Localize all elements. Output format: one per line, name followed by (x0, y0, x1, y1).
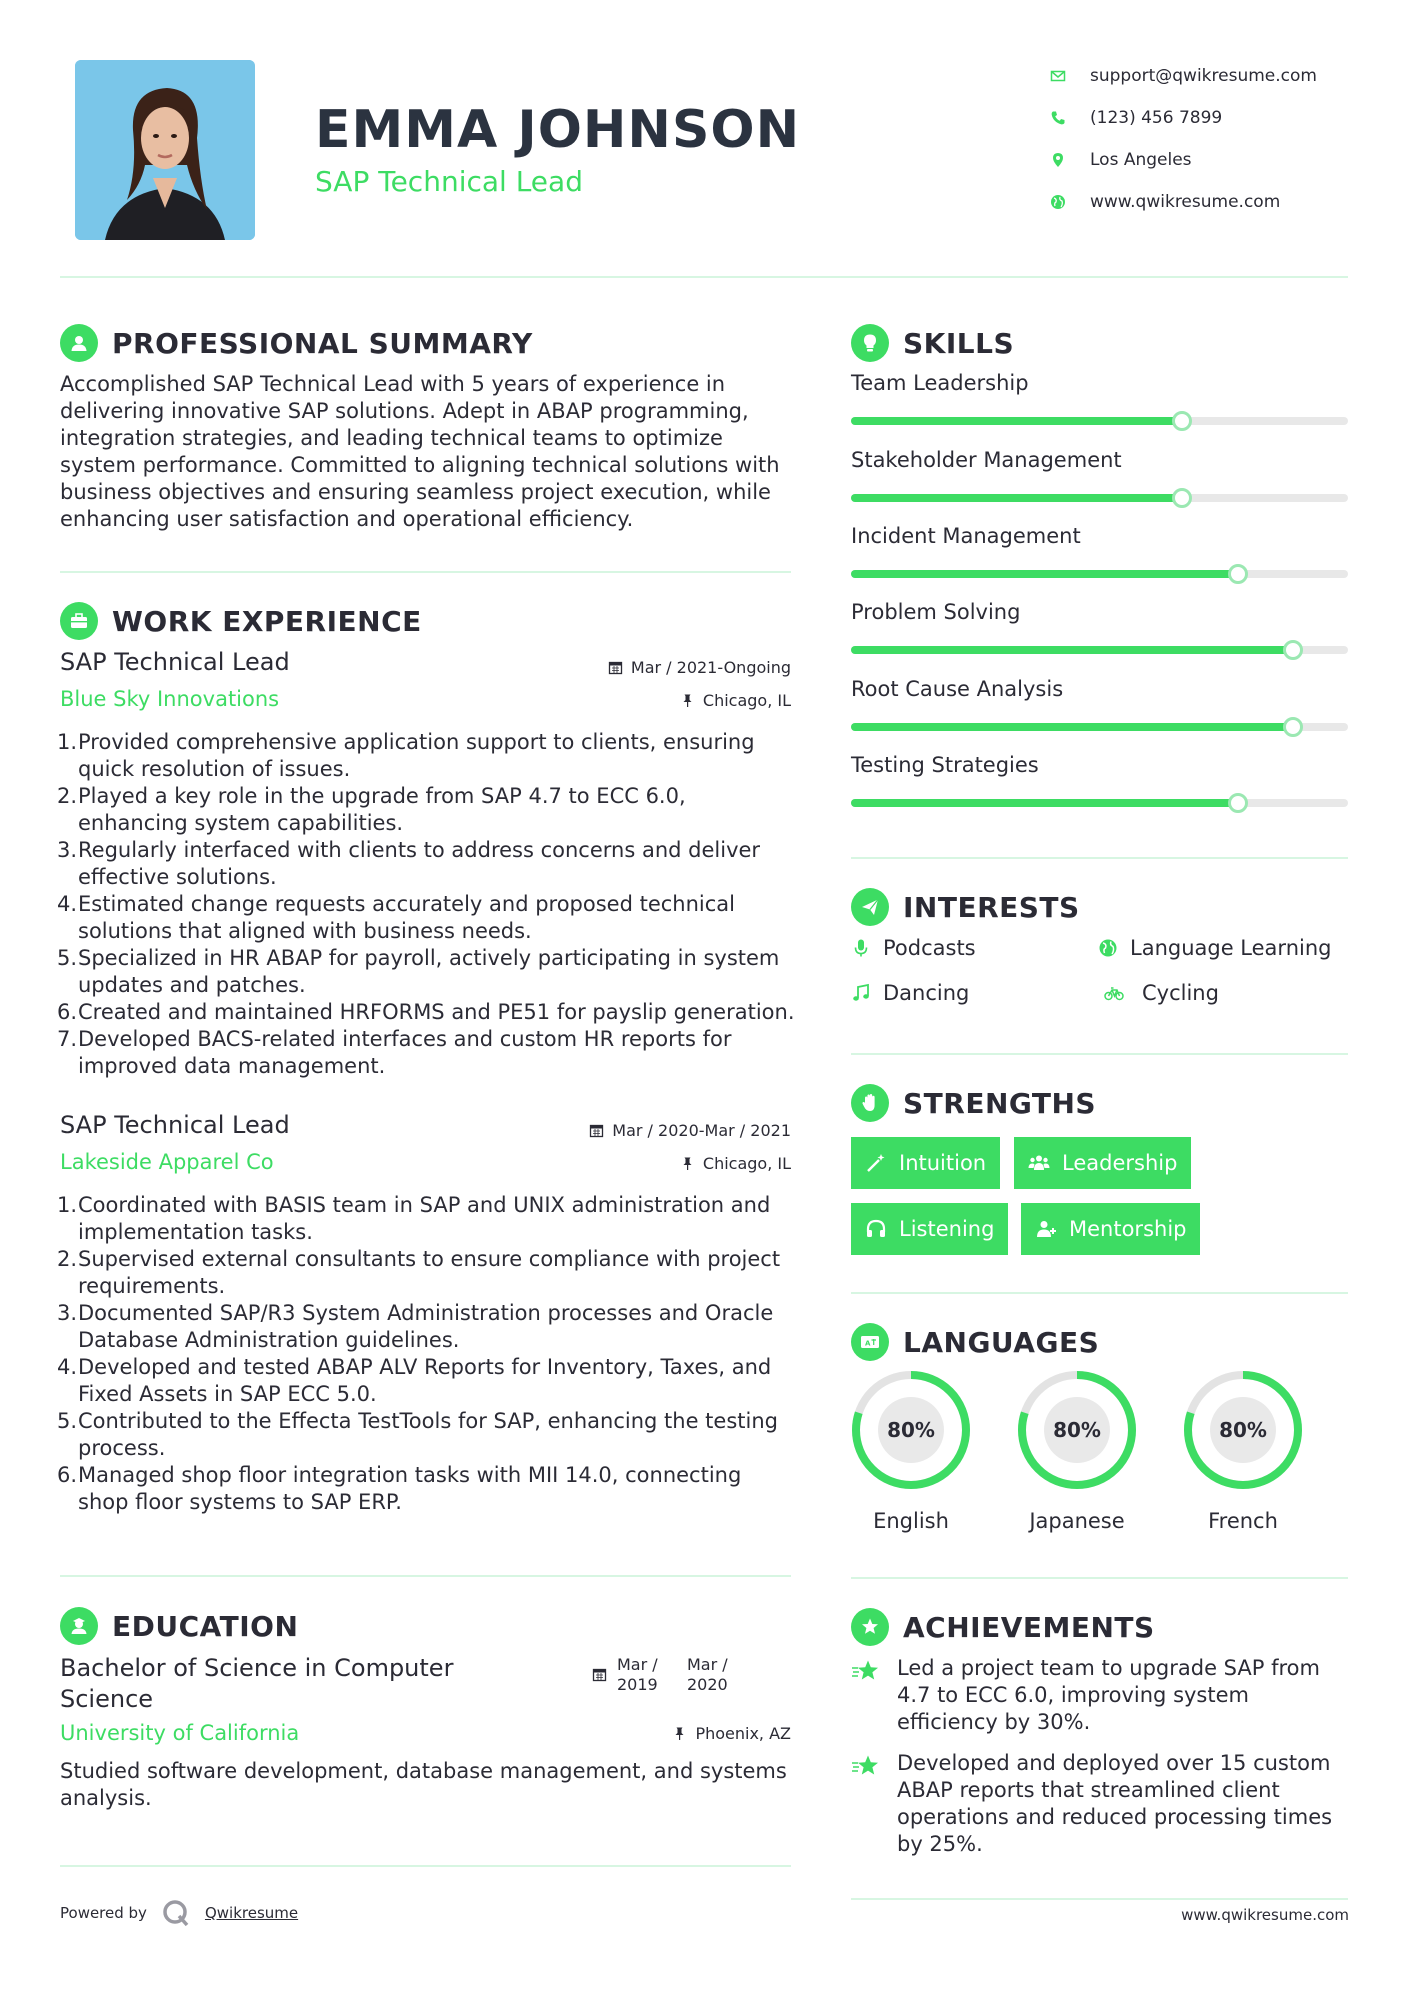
list-item: 6. Created and maintained HRFORMS and PE51 for payslip generation. (57, 1000, 795, 1024)
achievement-item (851, 1750, 1348, 1858)
headphones-icon (865, 1218, 887, 1240)
skill-knob (1283, 640, 1303, 660)
skill-item (851, 753, 1348, 807)
list-item: 6. Managed shop floor integration tasks with MII 14.0, connecting shop floor systems to SAP ERP. (57, 1463, 742, 1514)
summary-heading (60, 324, 533, 362)
education-title: EDUCATION (112, 1609, 299, 1643)
music-note-icon (851, 983, 871, 1003)
candidate-title: SAP Technical Lead (315, 165, 583, 198)
job-1-title: SAP Technical Lead (60, 648, 290, 676)
achievements-title: ACHIEVEMENTS (903, 1610, 1155, 1644)
list-item: 4. Developed and tested ABAP ALV Reports for Inventory, Taxes, and Fixed Assets in SAP ECC 5.0. (57, 1355, 772, 1406)
achievements-divider (851, 1898, 1348, 1900)
interest-cycling: Cycling (1098, 981, 1219, 1005)
pin-icon (680, 1156, 695, 1171)
education-description: Studied software development, database management, and systems analysis. (60, 1759, 787, 1810)
language-percent: 80% (887, 1418, 935, 1442)
contact-phone-text: (123) 456 7899 (1090, 108, 1223, 128)
job-2-title: SAP Technical Lead (60, 1111, 290, 1139)
skill-item (851, 600, 1348, 654)
contact-location (1050, 139, 1380, 181)
education-heading (60, 1607, 298, 1645)
skill-label: Stakeholder Management (851, 448, 1122, 472)
skill-label: Incident Management (851, 524, 1081, 548)
job-1-date: Mar / 2021-Ongoing (540, 658, 791, 677)
skills-heading (851, 324, 1014, 362)
list-item: 1. Coordinated with BASIS team in SAP and UNIX administration and implementation tasks. (57, 1193, 771, 1244)
language-label: English (873, 1509, 949, 1533)
education-degree: Bachelor of Science in Computer Science (60, 1654, 454, 1713)
language-percent: 80% (1053, 1418, 1101, 1442)
summary-divider (60, 571, 791, 573)
job-2-location: Chicago, IL (540, 1154, 791, 1173)
contact-location-text: Los Angeles (1090, 150, 1192, 170)
language-gauge (1016, 1369, 1138, 1491)
skill-item (851, 371, 1348, 425)
footer-brand-link[interactable]: Qwikresume (204, 1904, 299, 1922)
bicycle-icon (1098, 983, 1130, 1003)
language-icon (859, 1331, 881, 1353)
list-item: 2. Supervised external consultants to ensure compliance with project requirements. (57, 1247, 781, 1298)
language-label: French (1208, 1509, 1278, 1533)
skill-fill (851, 646, 1293, 654)
skill-track (851, 417, 1348, 425)
achievement-text: Developed and deployed over 15 custom ABAP reports that streamlined client operations and reduced processing times by 25%. (897, 1751, 1333, 1856)
pin-icon (680, 693, 695, 708)
globe-icon (1098, 938, 1118, 958)
skill-item (851, 524, 1348, 578)
education-start-month: Mar / (617, 1655, 658, 1674)
hand-icon (859, 1092, 881, 1114)
job-1-location: Chicago, IL (540, 691, 791, 710)
globe-icon (1050, 194, 1066, 210)
skill-label: Team Leadership (851, 371, 1029, 395)
skills-title: SKILLS (903, 326, 1015, 360)
star-icon (851, 1754, 881, 1780)
language-japanese (1016, 1369, 1138, 1533)
contact-list (1050, 55, 1380, 223)
skill-fill (851, 417, 1182, 425)
list-item: 7. Developed BACS-related interfaces and custom HR reports for improved data management. (57, 1027, 732, 1078)
footer-powered-by: Powered by Qwikresume (60, 1898, 298, 1928)
microphone-icon (851, 938, 871, 958)
calendar-icon (608, 660, 623, 675)
language-percent: 80% (1219, 1418, 1267, 1442)
skill-knob (1228, 793, 1248, 813)
achievements-heading (851, 1608, 1155, 1646)
language-label: Japanese (1029, 1509, 1125, 1533)
languages-heading (851, 1323, 1099, 1361)
interests-title: INTERESTS (903, 890, 1080, 924)
skill-fill (851, 570, 1238, 578)
calendar-icon (592, 1667, 607, 1682)
summary-text: Accomplished SAP Technical Lead with 5 years of experience in delivering innovative SAP solutions. Adept in ABAP programming, integration strategies, and leading technical teams to optimize system performance. Committed to aligning technical solutions with business objectives and ensuring seamless project execution, while enhancing user satisfaction and operational efficiency. (60, 372, 780, 531)
education-end-month: Mar / (687, 1655, 728, 1674)
interest-podcasts: Podcasts (851, 936, 976, 960)
skills-divider (851, 857, 1348, 859)
strength-mentorship: Mentorship (1021, 1203, 1200, 1255)
education-dates (592, 1655, 757, 1695)
skill-knob (1172, 411, 1192, 431)
education-start-year: 2019 (617, 1675, 658, 1694)
contact-email[interactable] (1050, 55, 1380, 97)
contact-email-text: support@qwikresume.com (1090, 66, 1317, 86)
interests-heading (851, 888, 1080, 926)
user-plus-icon (1035, 1218, 1057, 1240)
strengths-heading (851, 1084, 1096, 1122)
language-english (850, 1369, 972, 1533)
achievement-item (851, 1655, 1348, 1736)
list-item: 3. Regularly interfaced with clients to address concerns and deliver effective solutions. (57, 838, 761, 889)
star-icon (851, 1659, 881, 1685)
user-icon (68, 332, 90, 354)
interests-divider (851, 1053, 1348, 1055)
list-item: 5. Contributed to the Effecta TestTools for SAP, enhancing the testing process. (57, 1409, 778, 1460)
phone-icon (1050, 110, 1066, 126)
summary-title: PROFESSIONAL SUMMARY (112, 326, 533, 360)
interest-dancing: Dancing (851, 981, 969, 1005)
briefcase-icon (68, 610, 90, 632)
education-divider (60, 1865, 791, 1867)
education-end-year: 2020 (687, 1675, 728, 1694)
job-1-company: Blue Sky Innovations (60, 687, 280, 711)
job-2-duties (57, 1192, 797, 1516)
pin-icon (672, 1726, 687, 1741)
paper-plane-icon (859, 896, 881, 918)
job-1-duties (57, 729, 797, 1080)
job-2-company: Lakeside Apparel Co (60, 1150, 274, 1174)
interest-language-learning: Language Learning (1098, 936, 1331, 960)
language-gauge (850, 1369, 972, 1491)
skill-item (851, 448, 1348, 502)
footer-website[interactable]: www.qwikresume.com (1181, 1906, 1349, 1924)
education-location: Phoenix, AZ (540, 1724, 791, 1743)
skill-item (851, 677, 1348, 731)
svg-text:A: A (865, 1339, 871, 1348)
magic-wand-icon (865, 1152, 887, 1174)
skill-track (851, 494, 1348, 502)
list-item: 1. Provided comprehensive application support to clients, ensuring quick resolution of issues. (57, 730, 755, 781)
star-badge-icon (859, 1616, 881, 1638)
skill-knob (1172, 488, 1192, 508)
users-icon (1028, 1152, 1050, 1174)
lightbulb-icon (859, 332, 881, 354)
skill-label: Problem Solving (851, 600, 1021, 624)
strengths-divider (851, 1292, 1348, 1294)
strength-listening: Listening (851, 1203, 1008, 1255)
mail-icon (1050, 68, 1066, 84)
list-item: 4. Estimated change requests accurately and proposed technical solutions that aligned with business needs. (57, 892, 736, 943)
profile-photo (75, 60, 255, 240)
skill-knob (1228, 564, 1248, 584)
skill-track (851, 646, 1348, 654)
header-divider (60, 276, 1348, 278)
skill-fill (851, 799, 1238, 807)
contact-website-text: www.qwikresume.com (1090, 192, 1281, 212)
skill-knob (1283, 717, 1303, 737)
candidate-name: EMMA JOHNSON (315, 100, 801, 160)
job-2-date: Mar / 2020-Mar / 2021 (540, 1121, 791, 1140)
calendar-icon (589, 1123, 604, 1138)
experience-heading (60, 602, 422, 640)
skill-label: Testing Strategies (851, 753, 1039, 777)
skill-track (851, 570, 1348, 578)
list-item: 3. Documented SAP/R3 System Administration processes and Oracle Database Administration guidelines. (57, 1301, 774, 1352)
contact-website[interactable] (1050, 181, 1380, 223)
achievement-text: Led a project team to upgrade SAP from 4.7 to ECC 6.0, improving system efficiency by 30%. (897, 1656, 1320, 1734)
strength-leadership: Leadership (1014, 1137, 1191, 1189)
skill-fill (851, 723, 1293, 731)
location-pin-icon (1050, 152, 1066, 168)
list-item: 5. Specialized in HR ABAP for payroll, actively participating in system updates and patches. (57, 946, 780, 997)
languages-divider (851, 1577, 1348, 1579)
language-french (1182, 1369, 1304, 1533)
languages-title: LANGUAGES (903, 1325, 1100, 1359)
qwikresume-logo-icon (161, 1898, 191, 1928)
skill-track (851, 799, 1348, 807)
skill-track (851, 723, 1348, 731)
strength-intuition: Intuition (851, 1137, 1000, 1189)
skill-fill (851, 494, 1182, 502)
list-item: 2. Played a key role in the upgrade from SAP 4.7 to ECC 6.0, enhancing system capabilities. (57, 784, 686, 835)
language-gauge (1182, 1369, 1304, 1491)
skill-label: Root Cause Analysis (851, 677, 1064, 701)
education-school: University of California (60, 1721, 300, 1745)
strengths-title: STRENGTHS (903, 1086, 1097, 1120)
experience-title: WORK EXPERIENCE (112, 604, 422, 638)
experience-divider (60, 1575, 791, 1577)
graduate-icon (68, 1615, 90, 1637)
contact-phone[interactable] (1050, 97, 1380, 139)
